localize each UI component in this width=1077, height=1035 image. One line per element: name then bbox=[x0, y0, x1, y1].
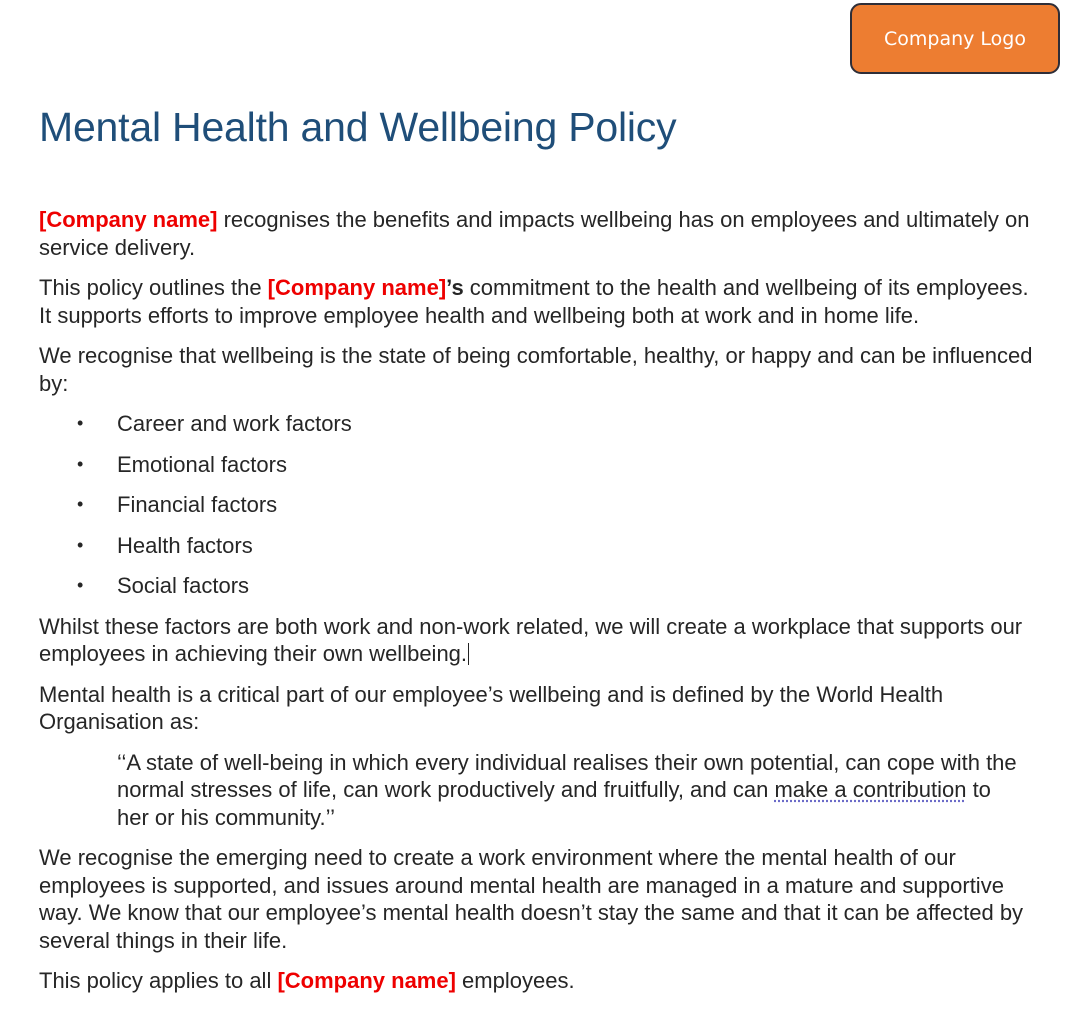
bullet-icon: • bbox=[77, 534, 84, 555]
list-item bbox=[39, 410, 1039, 438]
bullet-icon: • bbox=[77, 453, 84, 474]
company-name-placeholder: [Company name] bbox=[277, 968, 456, 993]
quote-text-start: ‘‘A state of well-being in which every individual realises their own potential, can cope with the normal stresses of life, can work productively and fruitfully, and can bbox=[117, 749, 1017, 802]
company-name-placeholder: [Company name] bbox=[39, 207, 218, 232]
mental-health-paragraph: Mental health is a critical part of our employee’s wellbeing and is defined by the World Health Organisation as: bbox=[39, 681, 944, 734]
list-item bbox=[39, 491, 1039, 519]
work-environment-paragraph: We recognise the emerging need to create a work environment where the mental health of our employees is supported, and issues around mental health are managed in a mature and supportive way. We know that our employee’s mental health doesn’t stay the same and that it can be affected by several things in their life. bbox=[39, 845, 1024, 953]
company-logo-label: Company Logo bbox=[884, 27, 1026, 50]
wellbeing-definition-paragraph: We recognise that wellbeing is the state of being comfortable, healthy, or happy and can be influenced by: bbox=[39, 343, 1033, 396]
company-logo-placeholder bbox=[850, 3, 1060, 74]
bullet-icon: • bbox=[77, 575, 84, 595]
scope-text-end: employees. bbox=[455, 968, 575, 993]
list-item bbox=[39, 572, 1039, 600]
list-item bbox=[39, 532, 1039, 560]
scope-paragraph bbox=[39, 967, 1039, 995]
list-item-label: Emotional factors bbox=[117, 451, 287, 477]
text-cursor bbox=[468, 643, 469, 665]
document-body[interactable] bbox=[39, 206, 1039, 1008]
intro-paragraph bbox=[39, 206, 1039, 261]
commitment-text-start: This policy outlines the bbox=[39, 275, 268, 300]
quote-text-end: to her or his community.’’ bbox=[117, 777, 991, 830]
workplace-text: Whilst these factors are both work and non-work related, we will create a workplace that supports our employees in achieving their own wellbeing. bbox=[39, 613, 1023, 666]
factors-list bbox=[39, 410, 1039, 600]
document-title: Mental Health and Wellbeing Policy bbox=[39, 104, 677, 150]
list-item bbox=[39, 451, 1039, 479]
list-item-label: Health factors bbox=[117, 532, 253, 558]
intro-text: recognises the benefits and impacts wellbeing has on employees and ultimately on service delivery. bbox=[39, 207, 1030, 260]
bullet-icon: • bbox=[77, 413, 84, 433]
commitment-paragraph bbox=[39, 274, 1039, 329]
company-name-placeholder: [Company name] bbox=[267, 275, 447, 300]
workplace-paragraph bbox=[39, 613, 1039, 668]
who-quote bbox=[117, 749, 1017, 832]
bullet-icon: • bbox=[77, 494, 84, 514]
possessive-suffix: ’s bbox=[446, 275, 464, 300]
list-item-label: Financial factors bbox=[117, 492, 278, 517]
list-item-label: Social factors bbox=[117, 573, 250, 598]
commitment-text-end: commitment to the health and wellbeing of its employees. It supports efforts to improve employee health and wellbeing both at work and in home life. bbox=[39, 275, 1029, 328]
list-item-label: Career and work factors bbox=[117, 411, 352, 436]
scope-text-start: This policy applies to all bbox=[39, 968, 278, 993]
grammar-flagged-phrase[interactable]: make a contribution bbox=[774, 777, 967, 802]
